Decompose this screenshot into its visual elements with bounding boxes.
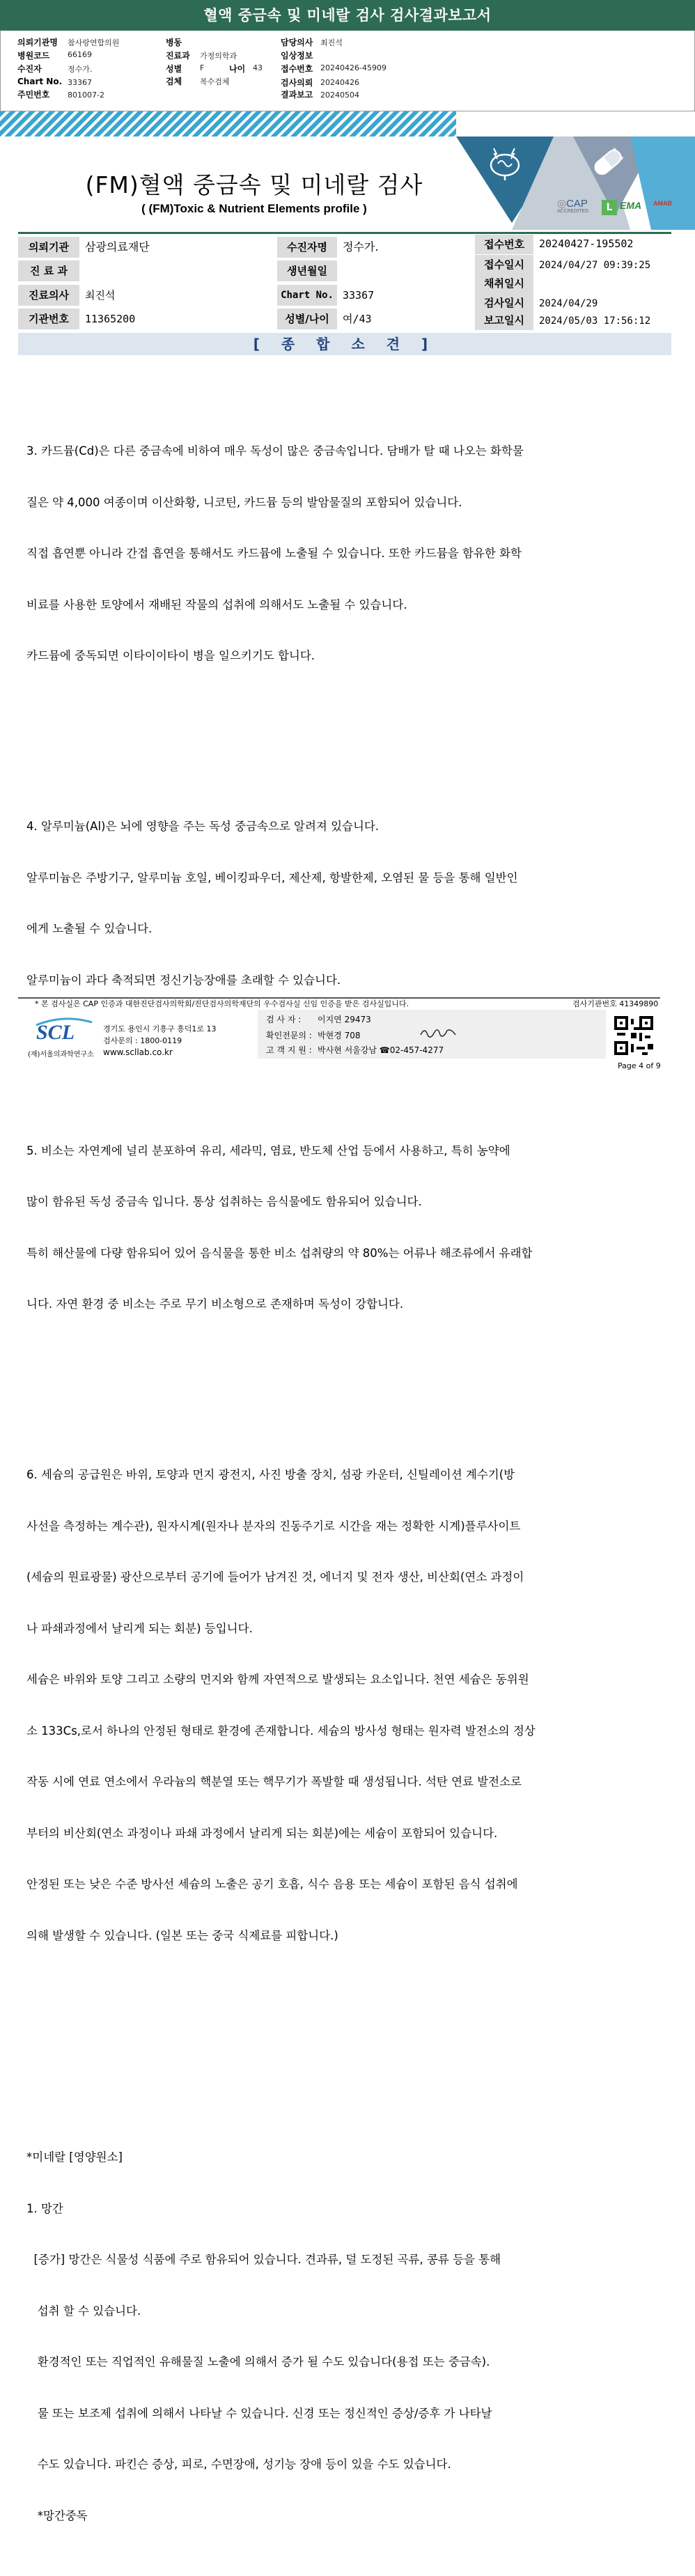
header-value: 정수가. bbox=[68, 65, 93, 74]
paragraph-aluminum bbox=[26, 784, 653, 1023]
header-value: 참사랑연합의원 bbox=[68, 38, 120, 47]
body-line: 작동 시에 연료 연소에서 우라늄의 핵분열 또는 핵무기가 폭발할 때 생성됩니다. 석탄 연료 발전소로 bbox=[26, 1775, 522, 1788]
header-label: 병원코드 bbox=[17, 51, 50, 61]
header-value: F bbox=[200, 63, 205, 72]
header-value: 66169 bbox=[68, 50, 92, 59]
cap-logo: ◎CAP bbox=[557, 198, 588, 210]
paragraph-cesium bbox=[26, 1433, 653, 1978]
body-line: 환경적인 또는 직업적인 유해물질 노출에 의해서 증가 될 수도 있습니다(용접 또는 중금속). bbox=[26, 2355, 490, 2368]
dept-value bbox=[79, 260, 277, 281]
body-line: *미네랄 [영양원소] bbox=[26, 2150, 123, 2164]
header-value: 가정의학과 bbox=[200, 52, 237, 61]
footer-certification-note: * 본 검사실은 CAP 인증과 대한진단검사의학회/진단검사의학재단의 우수검사실 신임 인증을 받은 검사실입니다. bbox=[35, 999, 409, 1008]
body-line: 많이 함유된 독성 중금속 입니다. 통상 섭취하는 음식물에도 함유되어 있습니다. bbox=[26, 1195, 422, 1208]
tester-value: 이지연 29473 bbox=[318, 1015, 371, 1024]
header-label: 검체 bbox=[166, 77, 182, 86]
paragraph-cadmium bbox=[26, 409, 653, 699]
header-label: 임상정보 bbox=[281, 51, 313, 61]
dept-label: 진 료 과 bbox=[18, 260, 79, 281]
patient-name-label: 수진자명 bbox=[277, 237, 337, 258]
header-label: 성별 bbox=[166, 64, 182, 74]
body-line: 알루미늄이 과다 축적되면 정신기능장애를 초래할 수 있습니다. bbox=[26, 973, 341, 987]
body-line: 질은 약 4,000 여종이며 이산화황, 니코틴, 카드뮴 등의 발암물질의 포함되어 있습니다. bbox=[26, 495, 462, 509]
header-value: 33367 bbox=[68, 78, 92, 87]
body-line: 사선을 측정하는 계수관), 원자시계(원자나 분자의 진동주기로 시간을 재는 정확한 시계)플루사이트 bbox=[26, 1519, 521, 1533]
header-label: 병동 bbox=[166, 38, 182, 47]
body-line: 알루미늄은 주방기구, 알루미늄 호일, 베이킹파우더, 제산제, 항발한제, 오염된 물 등을 통해 일반인 bbox=[26, 871, 518, 884]
collection-date-value bbox=[533, 274, 671, 295]
institution-value: 삼광의료재단 bbox=[85, 240, 150, 253]
body-line: 1. 망간 bbox=[26, 2201, 63, 2215]
body-line: 비료를 사용한 토양에서 재배된 작물의 섭취에 의해서도 노출될 수 있습니다. bbox=[26, 598, 407, 611]
paragraph-arsenic bbox=[26, 1109, 653, 1348]
patient-name-value: 정수가. bbox=[343, 240, 379, 253]
page-number: Page 4 of 9 bbox=[618, 1061, 661, 1070]
document-subtitle: ( (FM)Toxic & Nutrient Elements profile ) bbox=[141, 202, 367, 215]
body-line: [증가] 망간은 식물성 식품에 주로 함유되어 있습니다. 견과류, 덜 도정된 곡류, 콩류 등을 통해 bbox=[26, 2253, 501, 2266]
header-label: 검사의뢰 bbox=[281, 78, 313, 88]
body-line: 세슘은 바위와 토양 그리고 소량의 먼지와 함께 자연적으로 발생되는 요소입니다. 천연 세슘은 동위원 bbox=[26, 1673, 529, 1686]
body-line: 직접 흡연뿐 아니라 간접 흡연을 통해서도 카드뮴에 노출될 수 있습니다. 또한 카드뮴을 함유한 화학 bbox=[26, 547, 522, 560]
reception-date-value: 2024/04/27 09:39:25 bbox=[539, 260, 651, 271]
doctor-label: 진료의사 bbox=[18, 285, 79, 306]
body-line: (세슘의 원료광물) 광산으로부터 공기에 들어가 남겨진 것, 에너지 및 전자 생산, 비산회(연소 과정이 bbox=[26, 1570, 524, 1584]
header-value: 801007-2 bbox=[68, 91, 104, 100]
header-label: 나이 bbox=[229, 64, 246, 74]
support-value: 박사현 서울강남 ☎02-457-4277 bbox=[318, 1045, 444, 1055]
summary-body bbox=[26, 375, 653, 2576]
collection-date-label: 채취일시 bbox=[475, 274, 533, 293]
institution-label: 의뢰기관 bbox=[18, 237, 79, 258]
test-date-value: 2024/04/29 bbox=[539, 298, 598, 309]
chart-no-label: Chart No. bbox=[277, 285, 337, 306]
body-line: 에게 노출될 수 있습니다. bbox=[26, 922, 153, 935]
scl-phone: 검사문의 : 1800-0119 bbox=[103, 1036, 182, 1045]
body-line: 니다. 자연 환경 중 비소는 주로 무기 비소형으로 존재하며 독성이 강합니다. bbox=[26, 1297, 404, 1311]
tester-label: 검 사 자 : bbox=[266, 1015, 302, 1024]
body-line: 3. 카드뮴(Cd)은 다른 중금속에 비하여 매우 독성이 많은 중금속입니다. 담배가 탈 때 나오는 화학물 bbox=[26, 444, 524, 458]
capsule-icon bbox=[591, 145, 625, 180]
reception-no-value: 20240427-195502 bbox=[539, 237, 634, 250]
scl-website: www.scllab.co.kr bbox=[103, 1047, 173, 1057]
test-date-label: 검사일시 bbox=[475, 293, 533, 313]
header-info-box bbox=[0, 31, 695, 111]
dob-value bbox=[337, 260, 472, 281]
lm-logo: L bbox=[602, 200, 617, 215]
dob-label: 생년월일 bbox=[277, 260, 337, 281]
body-line: *망간중독 bbox=[26, 2508, 88, 2522]
body-line: 6. 세슘의 공급원은 바위, 토양과 먼지 광전지, 사진 방출 장치, 섬광 카운터, 신틸레이션 계수기(방 bbox=[26, 1468, 515, 1481]
header-label: 주민번호 bbox=[17, 90, 50, 100]
body-line: 소 133Cs,로서 하나의 안정된 형태로 환경에 존재합니다. 세슘의 방사성 형태는 원자력 발전소의 정상 bbox=[26, 1724, 536, 1738]
header-value: 복수검체 bbox=[200, 77, 230, 86]
support-label: 고 객 지 원 : bbox=[266, 1045, 312, 1055]
header-label: Chart No. bbox=[17, 77, 63, 86]
summary-section-title: [ 종 합 소 견 ] bbox=[18, 333, 671, 355]
body-line: 카드뮴에 중독되면 이타이이타이 병을 일으키기도 합니다. bbox=[26, 649, 315, 662]
sex-age-label: 성별/나이 bbox=[277, 309, 337, 329]
scl-address: 경기도 용인시 기흥구 흥덕1로 13 bbox=[103, 1024, 217, 1033]
report-banner-title: 혈액 중금속 및 미네랄 검사 검사결과보고서 bbox=[0, 0, 695, 31]
header-value: 최진석 bbox=[320, 38, 343, 47]
org-no-label: 기관번호 bbox=[18, 309, 79, 329]
header-value: 20240504 bbox=[320, 91, 359, 100]
specialist-signature bbox=[418, 1025, 460, 1040]
paragraph-minerals bbox=[26, 2115, 653, 2559]
org-no-value: 11365200 bbox=[85, 313, 136, 325]
body-line: 4. 알루미늄(Al)은 뇌에 영향을 주는 독성 중금속으로 알려져 있습니다. bbox=[26, 820, 380, 833]
body-line: 5. 비소는 자연계에 널리 분포하여 유리, 세라믹, 염료, 반도체 산업 등에서 사용하고, 특히 농약에 bbox=[26, 1143, 510, 1157]
body-line: 섭취 할 수 있습니다. bbox=[26, 2304, 141, 2318]
ema-logo: EMA bbox=[620, 200, 642, 211]
chart-no-value: 33367 bbox=[343, 289, 375, 302]
body-line: 특히 해산물에 다량 함유되어 있어 음식물을 통한 비소 섭취량의 약 80%는 어류나 해조류에서 유래합 bbox=[26, 1246, 533, 1260]
footer-org-number: 검사기관번호 41349890 bbox=[572, 999, 659, 1008]
scl-name: (재)서울의과학연구소 bbox=[28, 1051, 94, 1059]
sex-age-value: 여/43 bbox=[343, 313, 372, 325]
reception-date-label: 접수일시 bbox=[475, 255, 533, 274]
body-line: 안정된 또는 낮은 수준 방사선 세슘의 노출은 공기 호흡, 식수 음용 또는 세슘이 포함된 음식 섭취에 bbox=[26, 1878, 518, 1891]
report-date-value: 2024/05/03 17:56:12 bbox=[539, 315, 651, 327]
header-value: 43 bbox=[253, 63, 263, 72]
report-date-label: 보고일시 bbox=[475, 311, 533, 330]
header-label: 의뢰기관명 bbox=[17, 38, 58, 47]
specialist-value: 박현경 708 bbox=[318, 1031, 361, 1040]
body-line: 의해 발생할 수 있습니다. (일본 또는 중국 식제료를 피합니다.) bbox=[26, 1928, 338, 1942]
qr-code-icon bbox=[614, 1016, 653, 1055]
reception-no-label: 접수번호 bbox=[475, 235, 533, 254]
body-line: 부터의 비산회(연소 과정이나 파쇄 과정에서 날리게 되는 회분)에는 세슘이 포함되어 있습니다. bbox=[26, 1826, 498, 1840]
header-label: 결과보고 bbox=[281, 90, 313, 100]
header-label: 수진자 bbox=[17, 64, 42, 74]
body-line: 나 파쇄과정에서 날리게 되는 회분) 등입니다. bbox=[26, 1621, 253, 1635]
header-label: 진료과 bbox=[166, 51, 190, 61]
document-title: (FM)혈액 중금속 및 미네랄 검사 bbox=[85, 171, 423, 198]
doctor-value: 최진석 bbox=[85, 289, 116, 302]
body-line: 수도 있습니다. 파킨슨 증상, 피로, 수면장애, 성기능 장애 등이 있을 수도 있습니다. bbox=[26, 2458, 451, 2471]
header-value: 20240426 bbox=[320, 78, 359, 87]
cap-logo-text: CAP bbox=[566, 198, 588, 210]
header-value: 20240426-45909 bbox=[320, 63, 386, 72]
amab-logo: AMAB bbox=[653, 200, 672, 207]
header-label: 접수번호 bbox=[281, 64, 313, 74]
cap-accredited-text: ACCREDITED bbox=[557, 208, 589, 214]
specialist-label: 확인전문의 : bbox=[266, 1031, 312, 1040]
body-line: 물 또는 보조제 섭취에 의해서 나타날 수 있습니다. 신경 또는 정신적인 증상/증후 가 나타날 bbox=[26, 2406, 492, 2420]
scl-logo: SCL bbox=[36, 1021, 75, 1044]
header-label: 담당의사 bbox=[281, 38, 313, 47]
